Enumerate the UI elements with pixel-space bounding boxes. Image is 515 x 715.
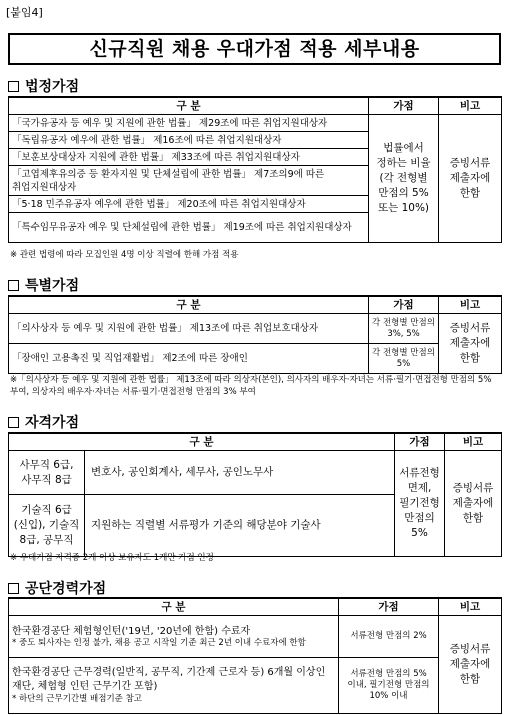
career-row-sub: * 하단의 근무기간별 배점기준 참고: [12, 694, 143, 704]
gajeom-cell: 서류전형 면제, 필기전형 만점의 5%: [395, 451, 445, 557]
special-table: [8, 295, 502, 374]
table-row: 변호사, 공인회계사, 세무사, 공인노무사: [85, 451, 395, 495]
gajeom-cell: 서류전형 만점의 2%: [339, 616, 439, 658]
table-row: 「고엽제후유의증 등 환자지원 및 단체설립에 관한 법률」 제7조의9에 따른 취업지원대상자: [9, 166, 369, 196]
table-row: [9, 658, 339, 714]
statutory-note: ※ 관련 법령에 따라 모집인원 4명 이상 직렬에 한해 가점 적용: [10, 250, 239, 260]
header-gubun: 구 분: [9, 296, 369, 314]
gajeom-cell: 각 전형별 만점의 3%, 5%: [369, 314, 439, 344]
table-row: 「장애인 고용촉진 및 직업재활법」 제2조에 따른 장애인: [9, 344, 369, 374]
table-row: 지원하는 직렬별 서류평가 기준의 해당분야 기술사: [85, 495, 395, 557]
career-row-main: 한국환경공단 체험형인턴('19년, '20년에 한함) 수료자: [12, 625, 251, 637]
header-bigo: 비고: [439, 296, 502, 314]
bigo-cell: 증빙서류 제출자에 한함: [439, 115, 502, 243]
bigo-cell: 증빙서류 제출자에 한함: [439, 616, 502, 714]
page-title: 신규직원 채용 우대가점 적용 세부내용: [8, 33, 501, 65]
header-gajeom: 가점: [395, 433, 445, 451]
section-heading-qualification: [8, 413, 79, 431]
square-bullet-icon: [8, 583, 19, 594]
square-bullet-icon: [8, 280, 19, 291]
header-gubun: 구 분: [9, 433, 395, 451]
career-table: [8, 597, 502, 714]
table-row: 「5·18 민주유공자 예우에 관한 법률」 제20조에 따른 취업지원대상자: [9, 196, 369, 213]
table-row: 「국가유공자 등 예우 및 지원에 관한 법률」 제29조에 따른 취업지원대상자: [9, 115, 369, 132]
statutory-table: [8, 96, 502, 243]
table-row: 「특수임무유공자 예우 및 단체설립에 관한 법률」 제19조에 따른 취업지원대상자: [9, 213, 369, 243]
header-gajeom: 가점: [369, 97, 439, 115]
bigo-cell: 증빙서류 제출자에 한함: [439, 314, 502, 374]
square-bullet-icon: [8, 417, 19, 428]
career-row-main: 한국환경공단 근무경력(일반직, 공무직, 기간제 근로자 등) 6개월 이상인 재단, 체험형 인턴 근무기간 포함): [12, 667, 326, 692]
header-bigo: 비고: [439, 598, 502, 616]
header-gubun: 구 분: [9, 97, 369, 115]
section-heading-label: 공단경력가점: [25, 581, 107, 597]
qualification-note: ※ 우대가점 자격증 2개 이상 보유자도 1개만 가점 인정: [10, 553, 214, 563]
bigo-cell: 증빙서류 제출자에 한함: [445, 451, 502, 557]
special-note: ※「의사상자 등 예우 및 지원에 관한 법률」 제13조에 따라 의상자(본인), 의사자의 배우자·자녀는 서류·필기·면접전형 만점의 5% 부여, 의상자의 배우자·자녀는 서류·필기·면접전형 만점의 3% 부여: [10, 375, 492, 397]
attachment-tag: [붙임4]: [6, 6, 43, 19]
gajeom-cell: 서류전형 만점의 5% 이내, 필기전형 만점의 10% 이내: [339, 658, 439, 714]
section-heading-label: 특별가점: [25, 278, 80, 294]
table-row: 「보훈보상대상자 지원에 관한 법률」 제33조에 따른 취업지원대상자: [9, 149, 369, 166]
table-row: 「의사상자 등 예우 및 지원에 관한 법률」 제13조에 따른 취업보호대상자: [9, 314, 369, 344]
section-heading-label: 법정가점: [25, 79, 80, 95]
header-gubun: 구 분: [9, 598, 339, 616]
qualification-table: [8, 432, 502, 557]
gajeom-cell: 법률에서 정하는 비율 (각 전형별 만점의 5% 또는 10%): [369, 115, 439, 243]
header-bigo: 비고: [445, 433, 502, 451]
gajeom-cell: 각 전형별 만점의 5%: [369, 344, 439, 374]
section-heading-career: [8, 579, 106, 597]
section-heading-special: [8, 276, 79, 294]
header-gajeom: 가점: [369, 296, 439, 314]
square-bullet-icon: [8, 81, 19, 92]
header-gajeom: 가점: [339, 598, 439, 616]
table-row: 사무직 6급, 사무직 8급: [9, 451, 85, 495]
section-heading-statutory: [8, 77, 79, 95]
table-row: [9, 616, 339, 658]
section-heading-label: 자격가점: [25, 415, 80, 431]
career-row-sub: * 중도 퇴사자는 인정 불가, 채용 공고 시작일 기준 최근 2년 이내 수료자에 한함: [12, 637, 306, 648]
table-row: 「독립유공자 예우에 관한 법률」 제16조에 따른 취업지원대상자: [9, 132, 369, 149]
table-row: 기술직 6급(신입), 기술직 8급, 공무직: [9, 495, 85, 557]
header-bigo: 비고: [439, 97, 502, 115]
